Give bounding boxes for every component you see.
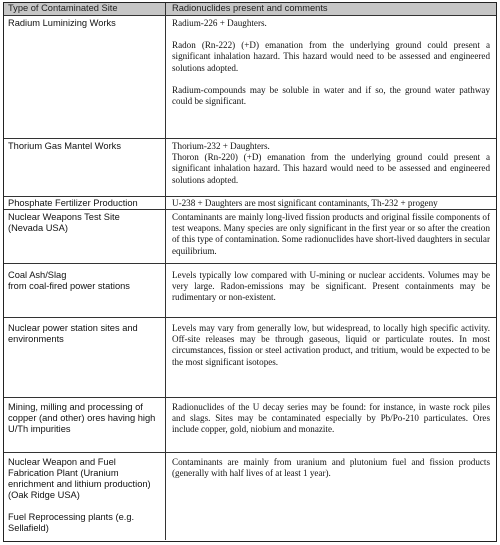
contaminated-sites-table [3, 2, 497, 542]
site-type-cell: Nuclear power station sites and environments [4, 318, 166, 397]
site-type-cell: Nuclear Weapons Test Site (Nevada USA) [4, 210, 166, 263]
comments-cell: Radionuclides of the U decay series may be found: for instance, in waste rock piles and slags. Sites may be contaminated especially by Pb/Po-210 particulates. Ores include copper, gold, niobium and monazite. [172, 402, 490, 435]
table-row [4, 397, 496, 452]
table-row [4, 209, 496, 263]
header-radionuclides: Radionuclides present and comments [172, 3, 328, 13]
table-row [4, 196, 496, 209]
site-type-cell: Radium Luminizing Works [4, 16, 166, 138]
table-row [4, 452, 496, 540]
comments-cell: Contaminants are mainly from uranium and plutonium fuel and fission products (generally with half lives of at least 1 year). [172, 457, 490, 479]
table-row [4, 317, 496, 397]
site-type-cell: Coal Ash/Slag from coal-fired power stations [4, 264, 166, 317]
comments-cell: U-238 + Daughters are most significant contaminants, Th-232 + progeny [172, 198, 438, 208]
site-type-cell: Nuclear Weapon and Fuel Fabrication Plant (Uranium enrichment and lithium production) (Oak Ridge USA) Fuel Reprocessing plants (e.g. Sellafield) [4, 453, 166, 540]
site-type-cell: Thorium Gas Mantel Works [4, 139, 166, 196]
table-row [4, 138, 496, 196]
site-type-cell: Phosphate Fertilizer Production [4, 197, 166, 209]
comments-cell: Levels typically low compared with U-mining or nuclear accidents. Volumes may be very large. Radon-emissions may be significant. Present containments may be rudimentary or non-existent. [172, 270, 490, 303]
header-site-type: Type of Contaminated Site [4, 3, 166, 15]
table-row [4, 263, 496, 317]
comments-cell: Contaminants are mainly long-lived fission products and original fissile components of test weapons. Many species are only significant in the first year or so after the creation of this type of contamination. Some radionuclides have short-lived daughters in secular equilibrium. [172, 212, 490, 256]
site-type-cell: Mining, milling and processing of copper (and other) ores having high U/Th impurities [4, 398, 166, 452]
comments-cell: Thorium-232 + Daughters. Thoron (Rn-220) (+D) emanation from the underlying ground could present a significant inhalation hazard. This hazard would need to be assessed and engineered solutions adopted. [172, 141, 490, 185]
table-row [4, 15, 496, 138]
comments-cell: Radium-226 + Daughters. Radon (Rn-222) (+D) emanation from the underlying ground could present a significant inhalation hazard. This hazard would need to be assessed and engineered solutions adopted. Radium-compounds may be soluble in water and if so, the ground water pathway could be significant. [172, 18, 490, 107]
comments-cell: Levels may vary from generally low, but widespread, to locally high specific activity. Off-site releases may be through gaseous, liquid or particulate routes. In most circumstances, fission or steel activation product, and tritium, would be expected to be the most significant isotopes. [172, 323, 490, 367]
table-header-row [4, 3, 496, 15]
